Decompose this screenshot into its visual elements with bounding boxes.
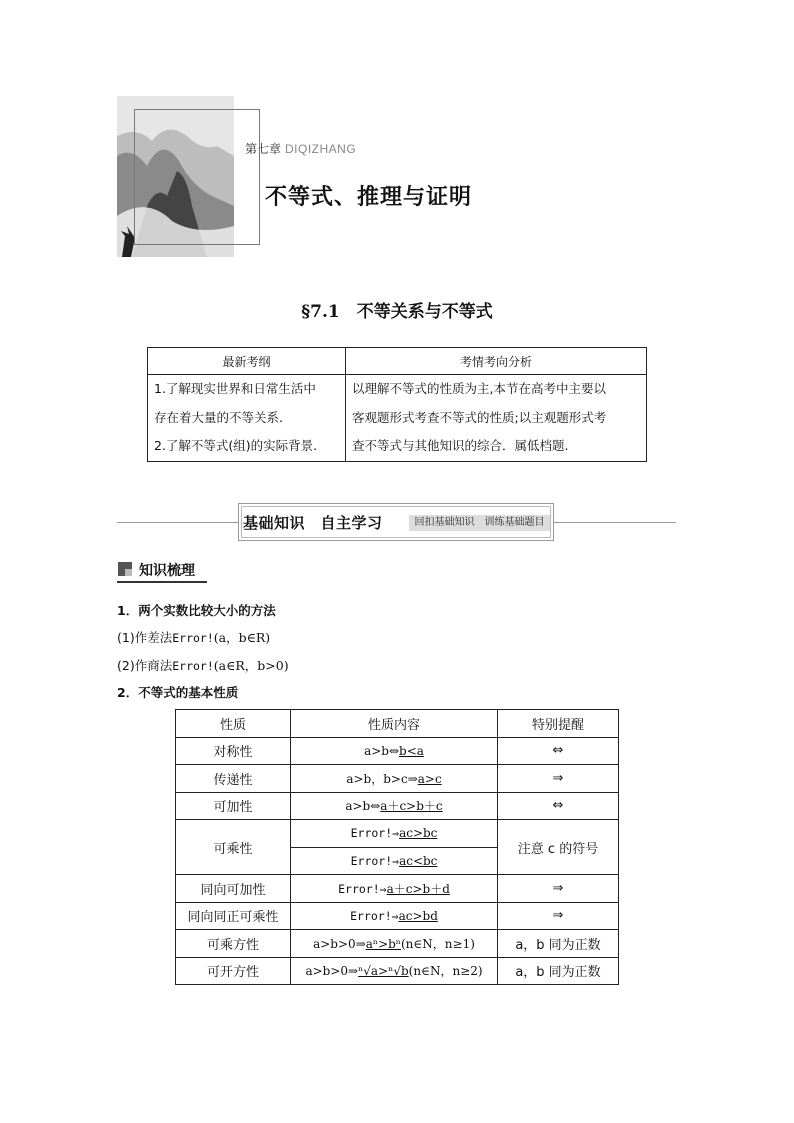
table-row (176, 902, 619, 930)
item-1-heading: 1．两个实数比较大小的方法 (117, 603, 276, 618)
banner-title: 基础知识 自主学习 (243, 514, 383, 532)
prop-note: a，b 同为正数 (498, 930, 619, 958)
prop-note: ⇔ (498, 737, 619, 765)
outline-left-line: 存在着大量的不等关系. (154, 409, 283, 425)
prop-content: a>b⇔a＋c>b＋c (291, 792, 498, 820)
outline-header-left: 最新考纲 (148, 348, 346, 375)
prop-note: ⇔ (498, 792, 619, 820)
table-row (176, 737, 619, 765)
outline-left-cell (148, 375, 346, 462)
method-1-suffix: (a，b∈R) (213, 630, 271, 645)
prop-name: 可加性 (176, 792, 291, 820)
knowledge-title: 知识梳理 (139, 563, 195, 579)
prop-name: 传递性 (176, 765, 291, 793)
prop-content: a>b>0⇒ⁿ√a>ⁿ√b(n∈N，n≥2) (291, 957, 498, 985)
prop-name: 可乘方性 (176, 930, 291, 958)
prop-content: Error!⇒ac>bc (291, 820, 498, 848)
method-2-prefix: (2)作商法 (117, 658, 173, 673)
chapter-pinyin: DIQIZHANG (285, 142, 357, 156)
banner-rule-left (117, 522, 238, 523)
table-row (176, 957, 619, 985)
chapter-label (245, 140, 356, 157)
prop-content: a>b，b>c⇒a>c (291, 765, 498, 793)
outline-right-line: 查不等式与其他知识的综合．属低档题. (352, 438, 569, 453)
method-2-suffix: (a∈R，b>0) (213, 658, 289, 673)
outline-right-line: 客观题形式考查不等式的性质;以主观题形式考 (352, 409, 607, 425)
item-2-heading: 2．不等式的基本性质 (117, 685, 239, 700)
prop-note: a，b 同为正数 (498, 957, 619, 985)
prop-content: Error!⇒ac<bc (291, 847, 498, 875)
method-1 (117, 628, 270, 646)
method-1-error: Error! (172, 631, 214, 645)
method-2-error: Error! (172, 659, 214, 673)
prop-content: a>b⇔b<a (291, 737, 498, 765)
banner-rule-right (554, 522, 676, 523)
outline-left-line: 2.了解不等式(组)的实际背景. (154, 438, 318, 453)
chapter-number: 第七章 (245, 142, 282, 156)
table-row (176, 792, 619, 820)
properties-table (175, 709, 619, 985)
section-title: §7.1 不等关系与不等式 (301, 302, 493, 322)
prop-note: ⇒ (498, 902, 619, 930)
prop-name: 可乘性 (176, 820, 291, 875)
prop-header: 特别提醒 (498, 710, 619, 738)
prop-note: ⇒ (498, 875, 619, 903)
prop-name: 对称性 (176, 737, 291, 765)
method-2 (117, 656, 289, 674)
outline-right-line: 以理解不等式的性质为主,本节在高考中主要以 (352, 381, 606, 396)
prop-content: a>b>0⇒aⁿ>bⁿ(n∈N，n≥1) (291, 930, 498, 958)
prop-content: Error!⇒a＋c>b＋d (291, 875, 498, 903)
prop-note: 注意 c 的符号 (498, 820, 619, 875)
chapter-frame (134, 109, 260, 245)
chapter-title: 不等式、推理与证明 (265, 185, 473, 210)
prop-content: Error!⇒ac>bd (291, 902, 498, 930)
table-row (176, 765, 619, 793)
outline-right-cell (346, 375, 647, 462)
prop-name: 同向同正可乘性 (176, 902, 291, 930)
prop-header: 性质内容 (291, 710, 498, 738)
knowledge-underline (117, 581, 207, 583)
outline-left-line: 1.了解现实世界和日常生活中 (154, 381, 316, 396)
table-row (176, 875, 619, 903)
prop-name: 同向可加性 (176, 875, 291, 903)
prop-note: ⇒ (498, 765, 619, 793)
prop-header: 性质 (176, 710, 291, 738)
outline-table (147, 347, 647, 462)
square-bullet-icon (118, 562, 132, 576)
prop-name: 可开方性 (176, 957, 291, 985)
outline-header-right: 考情考向分析 (346, 348, 647, 375)
table-row (176, 820, 619, 848)
method-1-prefix: (1)作差法 (117, 630, 173, 645)
table-row (176, 930, 619, 958)
banner-tag: 回扣基础知识 训练基础题目 (409, 515, 550, 531)
